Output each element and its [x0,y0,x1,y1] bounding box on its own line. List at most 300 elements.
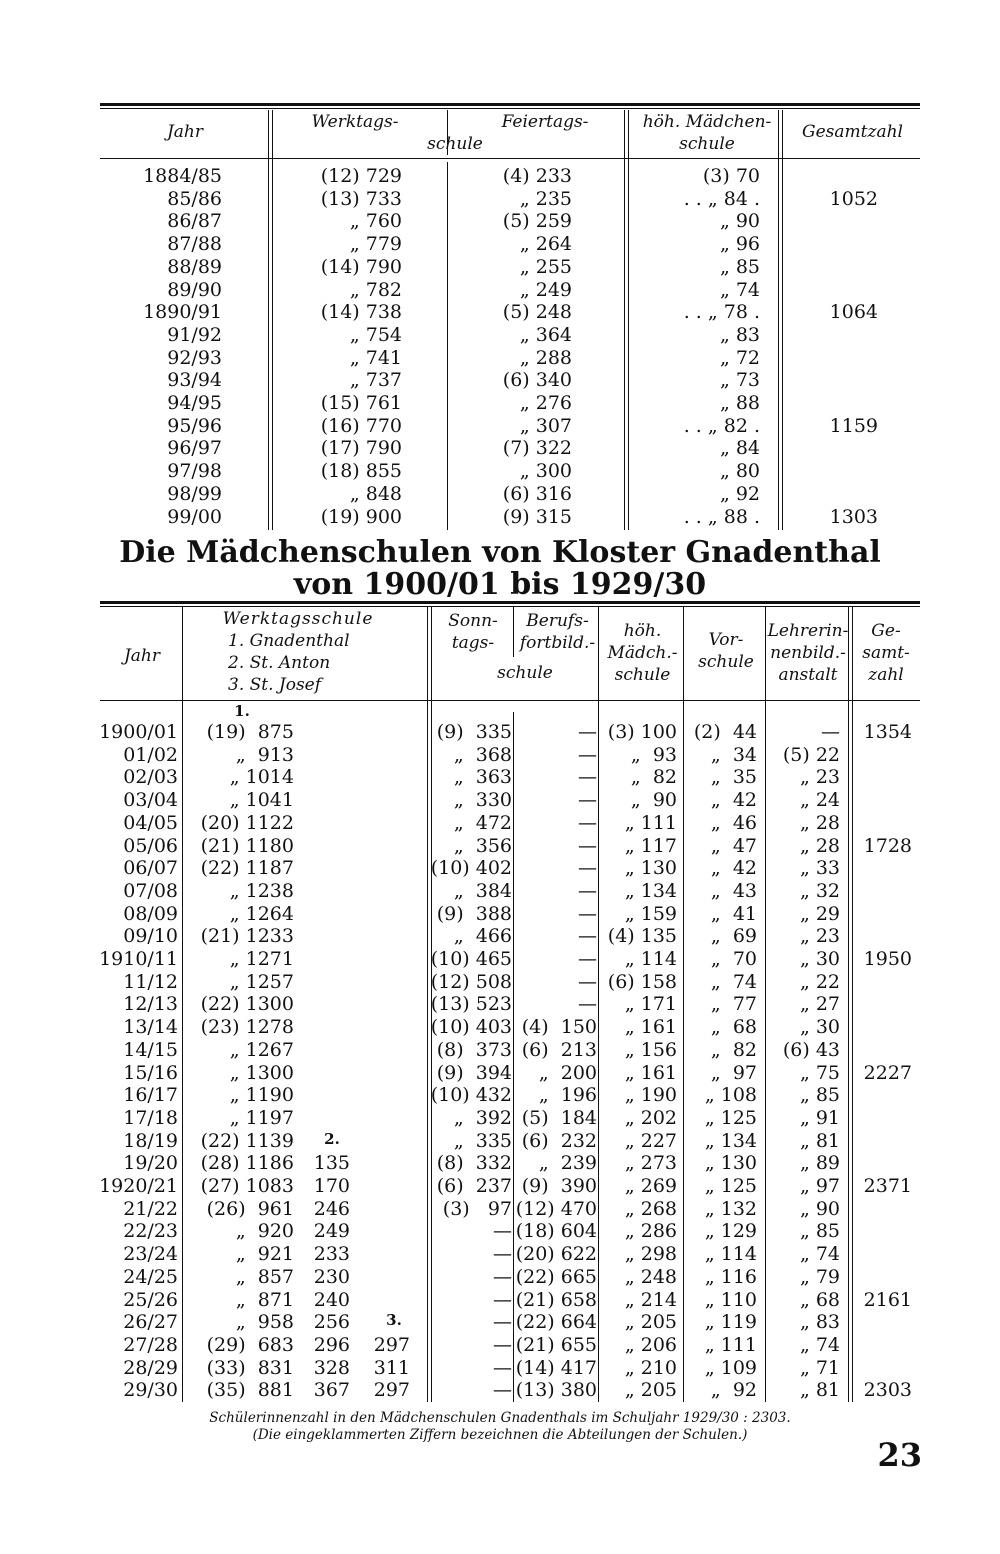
hoeh-cell: „ 286 [624,1220,677,1243]
table1-header-hoeh2: schule [679,134,735,154]
berufs-cell: — [578,993,597,1016]
lehrerin-cell: „ 23 [799,925,840,948]
sonntags-cell: — [493,1243,512,1266]
berufs-cell: (5) 184 [521,1106,597,1129]
feiertags-cell: „ 276 [519,392,572,414]
year-cell: 85/86 [167,187,222,210]
berufs-cell: (6) 232 [521,1129,597,1152]
table1-header-hoeh: höh. Mädchen- [642,112,772,132]
sonntags-cell: „ 368 [453,743,512,766]
berufs-cell: „ 200 [538,1061,597,1084]
vor-cell: „ 109 [704,1356,757,1379]
feiertags-cell: (6) 340 [502,369,572,392]
werktags-1-cell: „ 857 [235,1265,294,1288]
werktags-1-cell: (22) 1187 [200,857,294,880]
werktags-1-cell: „ 1264 [229,902,294,925]
berufs-cell: — [578,789,597,812]
year-cell: 05/06 [123,834,178,857]
hoeh-cell: „ 161 [624,1016,677,1039]
year-cell: 19/20 [123,1152,178,1175]
table2-sub-1: 1. [234,702,250,720]
hoeh-cell: . . „ 88 . [683,505,760,528]
vor-cell: „ 129 [704,1220,757,1243]
year-cell: 18/19 [123,1129,178,1152]
lehrerin-cell: „ 89 [799,1152,840,1175]
werktags-1-cell: „ 920 [235,1220,294,1243]
lehrerin-cell: „ 27 [799,993,840,1016]
year-cell: 14/15 [123,1038,178,1061]
sonntags-cell: — [493,1356,512,1379]
hoeh-cell: „ 273 [624,1152,677,1175]
hoeh-cell: „ 90 [630,789,677,812]
year-cell: 1920/21 [99,1175,178,1197]
gesamt-cell: 1159 [829,414,878,437]
year-cell: 11/12 [123,970,178,993]
table-row [0,1107,1000,1130]
section-title: Die Mädchenschulen von Kloster Gnadenthal [119,535,881,570]
vor-cell: „ 125 [704,1175,757,1197]
hoeh-cell: „ 96 [719,233,760,256]
werktags-cell: „ 848 [349,482,402,505]
year-cell: 1890/91 [143,301,222,324]
werktags-1-cell: „ 921 [235,1243,294,1266]
year-cell: 86/87 [167,210,222,233]
hoeh-cell: „ 269 [624,1175,677,1197]
table2-divider [513,607,514,657]
werktags-2-cell: 249 [313,1220,350,1243]
werktags-2-cell: 170 [313,1175,350,1197]
werktags-2-cell: 256 [313,1311,350,1334]
sonntags-cell: (13) 523 [430,993,512,1016]
table-row [0,1062,1000,1085]
hoeh-cell: „ 156 [624,1038,677,1061]
hoeh-cell: „ 159 [624,902,677,925]
year-cell: 25/26 [123,1288,178,1311]
lehrerin-cell: „ 79 [799,1265,840,1288]
hoeh-cell: „ 80 [719,460,760,483]
hoeh-cell: „ 205 [624,1311,677,1334]
year-cell: 13/14 [123,1016,178,1039]
vor-cell: „ 110 [704,1288,757,1311]
table-row [0,766,1000,789]
table2-sub-2: 2. [324,1130,340,1148]
lehrerin-cell: „ 28 [799,834,840,857]
table2-header-beruf2: fortbild.- [519,633,596,653]
feiertags-cell: „ 364 [519,323,572,346]
hoeh-cell: „ 111 [624,811,677,834]
year-cell: 1900/01 [99,721,178,743]
table2-header-vor2: schule [698,652,754,672]
year-cell: 87/88 [167,233,222,256]
hoeh-cell: (3) 100 [607,721,677,743]
werktags-cell: (14) 790 [320,255,402,278]
table-row [0,324,1000,347]
vor-cell: (2) 44 [693,721,757,743]
table-row [0,506,1000,529]
hoeh-cell: (4) 135 [607,925,677,948]
sonntags-cell: (9) 335 [436,721,512,743]
werktags-2-cell: 135 [313,1152,350,1175]
werktags-1-cell: „ 871 [235,1288,294,1311]
table2-header-lehr2: nenbild.- [770,643,846,663]
table-row [0,880,1000,903]
lehrerin-cell: „ 23 [799,766,840,789]
werktags-2-cell: 328 [313,1356,350,1379]
table1-header-gesamt: Gesamtzahl [802,122,903,142]
berufs-cell: (12) 470 [515,1197,597,1220]
berufs-cell: (13) 380 [515,1379,597,1402]
berufs-cell: — [578,857,597,880]
year-cell: 17/18 [123,1106,178,1129]
table1-header-year: Jahr [166,122,204,142]
vor-cell: „ 77 [710,993,757,1016]
table-row [0,233,1000,256]
year-cell: 26/27 [123,1311,178,1334]
hoeh-cell: . . „ 78 . [683,301,760,324]
page-number: 23 [877,1436,922,1474]
werktags-1-cell: „ 1238 [229,879,294,902]
werktags-1-cell: „ 1267 [229,1038,294,1061]
werktags-cell: „ 741 [349,346,402,369]
hoeh-cell: „ 298 [624,1243,677,1266]
feiertags-cell: „ 235 [519,187,572,210]
gesamt-cell: 1354 [863,721,912,743]
table1-header-rule [100,158,920,159]
table-row [0,1130,1000,1153]
sonntags-cell: „ 392 [453,1106,512,1129]
werktags-1-cell: (20) 1122 [200,811,294,834]
werktags-1-cell: (28) 1186 [200,1152,294,1175]
feiertags-cell: „ 300 [519,460,572,483]
year-cell: 1884/85 [143,165,222,187]
berufs-cell: — [578,743,597,766]
table-row [0,1357,1000,1380]
sonntags-cell: „ 472 [453,811,512,834]
table1-header-werktags: Werktags- [311,112,399,132]
berufs-cell: „ 239 [538,1152,597,1175]
berufs-cell: — [578,970,597,993]
vor-cell: „ 97 [710,1061,757,1084]
vor-cell: „ 68 [710,1016,757,1039]
year-cell: 97/98 [167,460,222,483]
werktags-cell: „ 737 [349,369,402,392]
feiertags-cell: „ 255 [519,255,572,278]
year-cell: 16/17 [123,1084,178,1107]
table-row [0,1220,1000,1243]
vor-cell: „ 34 [710,743,757,766]
hoeh-cell: „ 117 [624,834,677,857]
werktags-1-cell: (33) 831 [206,1356,294,1379]
year-cell: 21/22 [123,1197,178,1220]
year-cell: 09/10 [123,925,178,948]
berufs-cell: — [578,902,597,925]
hoeh-cell: „ 130 [624,857,677,880]
feiertags-cell: „ 288 [519,346,572,369]
hoeh-cell: „ 83 [719,323,760,346]
werktags-cell: (17) 790 [320,437,402,460]
hoeh-cell: „ 84 [719,437,760,460]
table1-header-feiertags: Feiertags- [501,112,589,132]
berufs-cell: — [578,925,597,948]
year-cell: 94/95 [167,392,222,414]
year-cell: 28/29 [123,1356,178,1379]
hoeh-cell: „ 227 [624,1129,677,1152]
table-row [0,347,1000,370]
feiertags-cell: (6) 316 [502,482,572,505]
hoeh-cell: „ 85 [719,255,760,278]
table-row [0,1152,1000,1175]
lehrerin-cell: „ 28 [799,811,840,834]
werktags-3-cell: 311 [373,1356,410,1379]
gesamt-cell: 2303 [863,1379,912,1402]
vor-cell: „ 108 [704,1084,757,1107]
lehrerin-cell: — [821,721,840,743]
hoeh-cell: „ 82 [630,766,677,789]
werktags-1-cell: „ 1190 [229,1084,294,1107]
table-row [0,1016,1000,1039]
lehrerin-cell: „ 85 [799,1084,840,1107]
table-row [0,1311,1000,1334]
table1-divider [447,110,448,155]
werktags-cell: „ 782 [349,278,402,301]
year-cell: 96/97 [167,437,222,460]
lehrerin-cell: „ 75 [799,1061,840,1084]
vor-cell: „ 114 [704,1243,757,1266]
lehrerin-cell: „ 85 [799,1220,840,1243]
year-cell: 12/13 [123,993,178,1016]
werktags-1-cell: „ 1257 [229,970,294,993]
lehrerin-cell: „ 81 [799,1379,840,1402]
table-row [0,1266,1000,1289]
werktags-1-cell: (29) 683 [206,1333,294,1356]
sonntags-cell: (12) 508 [430,970,512,993]
werktags-cell: (15) 761 [320,392,402,414]
hoeh-cell: „ 74 [719,278,760,301]
table-row [0,460,1000,483]
sonntags-cell: „ 335 [453,1129,512,1152]
year-cell: 24/25 [123,1265,178,1288]
sonntags-cell: (8) 332 [436,1152,512,1175]
hoeh-cell: „ 214 [624,1288,677,1311]
werktags-cell: (19) 900 [320,505,402,528]
lehrerin-cell: (6) 43 [782,1038,840,1061]
vor-cell: „ 69 [710,925,757,948]
sonntags-cell: — [493,1265,512,1288]
berufs-cell: (9) 390 [521,1175,597,1197]
hoeh-cell: „ 114 [624,948,677,970]
hoeh-cell: „ 90 [719,210,760,233]
feiertags-cell: „ 264 [519,233,572,256]
table-row [0,993,1000,1016]
sonntags-cell: (10) 465 [430,948,512,970]
table-row [0,301,1000,324]
table2-header-beruf1: Berufs- [526,611,589,631]
lehrerin-cell: „ 68 [799,1288,840,1311]
table-row [0,925,1000,948]
hoeh-cell: „ 73 [719,369,760,392]
werktags-2-cell: 246 [313,1197,350,1220]
sonntags-cell: — [493,1220,512,1243]
feiertags-cell: (7) 322 [502,437,572,460]
table2-header-lehr3: anstalt [778,665,838,685]
lehrerin-cell: (5) 22 [782,743,840,766]
sonntags-cell: — [493,1288,512,1311]
berufs-cell: (22) 664 [515,1311,597,1334]
sonntags-cell: (10) 403 [430,1016,512,1039]
table-row [0,721,1000,744]
werktags-2-cell: 230 [313,1265,350,1288]
lehrerin-cell: „ 81 [799,1129,840,1152]
lehrerin-cell: „ 30 [799,1016,840,1039]
table-row [0,903,1000,926]
gesamt-cell: 1064 [829,301,878,324]
lehrerin-cell: „ 74 [799,1333,840,1356]
vor-cell: „ 70 [710,948,757,970]
sonntags-cell: „ 356 [453,834,512,857]
table2-header-sonn2: tags- [451,633,495,653]
year-cell: 93/94 [167,369,222,392]
feiertags-cell: (5) 248 [502,301,572,324]
year-cell: 08/09 [123,902,178,925]
table2-top-rule [100,601,920,604]
year-cell: 29/30 [123,1379,178,1402]
hoeh-cell: „ 134 [624,879,677,902]
vor-cell: „ 41 [710,902,757,925]
berufs-cell: (20) 622 [515,1243,597,1266]
table-row [0,812,1000,835]
vor-cell: „ 111 [704,1333,757,1356]
hoeh-cell: „ 248 [624,1265,677,1288]
year-cell: 1910/11 [99,948,178,970]
lehrerin-cell: „ 22 [799,970,840,993]
werktags-2-cell: 367 [313,1379,350,1402]
hoeh-cell: „ 190 [624,1084,677,1107]
table2-header-ges3: zahl [868,665,904,685]
gesamt-cell: 2161 [863,1288,912,1311]
lehrerin-cell: „ 74 [799,1243,840,1266]
feiertags-cell: „ 249 [519,278,572,301]
berufs-cell: „ 196 [538,1084,597,1107]
werktags-1-cell: (22) 1300 [200,993,294,1016]
lehrerin-cell: „ 33 [799,857,840,880]
section-subtitle: von 1900/01 bis 1929/30 [293,567,707,602]
vor-cell: „ 43 [710,879,757,902]
gesamt-cell: 1303 [829,505,878,528]
hoeh-cell: . . „ 82 . [683,414,760,437]
table-row [0,1289,1000,1312]
hoeh-cell: „ 92 [719,482,760,505]
sonntags-cell: — [493,1379,512,1402]
year-cell: 03/04 [123,789,178,812]
vor-cell: „ 46 [710,811,757,834]
gesamt-cell: 1052 [829,187,878,210]
vor-cell: „ 82 [710,1038,757,1061]
feiertags-cell: (5) 259 [502,210,572,233]
table2-header-sonn1: Sonn- [448,611,498,631]
sonntags-cell: (10) 432 [430,1084,512,1107]
table2-header-w3: 3. St. Josef [228,675,322,695]
vor-cell: „ 92 [710,1379,757,1402]
werktags-2-cell: 233 [313,1243,350,1266]
werktags-1-cell: (22) 1139 [200,1129,294,1152]
werktags-2-cell: 240 [313,1288,350,1311]
hoeh-cell: „ 72 [719,346,760,369]
vor-cell: „ 74 [710,970,757,993]
footnote-line2: (Die eingeklammerten Ziffern bezeichnen die Abteilungen der Schulen.) [252,1427,748,1443]
table2-header-ges1: Ge- [871,621,901,641]
werktags-1-cell: (26) 961 [206,1197,294,1220]
hoeh-cell: „ 205 [624,1379,677,1402]
table-row [0,835,1000,858]
table2-header-year: Jahr [123,646,161,666]
table1-header-schule: schule [427,134,483,154]
lehrerin-cell: „ 71 [799,1356,840,1379]
werktags-1-cell: (21) 1233 [200,925,294,948]
table2-header-w2: 2. St. Anton [228,653,331,673]
sonntags-cell: (9) 394 [436,1061,512,1084]
table2-header-hoeh3: schule [614,665,671,685]
werktags-cell: „ 754 [349,323,402,346]
werktags-1-cell: „ 958 [235,1311,294,1334]
gesamt-cell: 2227 [863,1061,912,1084]
berufs-cell: (22) 665 [515,1265,597,1288]
werktags-cell: (14) 738 [320,301,402,324]
table1-top-rule [100,103,920,106]
year-cell: 95/96 [167,414,222,437]
sonntags-cell: „ 384 [453,879,512,902]
table2-top-rule-thin [100,606,920,607]
werktags-1-cell: (27) 1083 [200,1175,294,1197]
werktags-1-cell: „ 1300 [229,1061,294,1084]
lehrerin-cell: „ 91 [799,1106,840,1129]
table-row [0,256,1000,279]
year-cell: 91/92 [167,323,222,346]
hoeh-cell: (6) 158 [607,970,677,993]
gesamt-cell: 1950 [863,948,912,970]
berufs-cell: (14) 417 [515,1356,597,1379]
table-row [0,483,1000,506]
table-row [0,948,1000,971]
vor-cell: „ 125 [704,1106,757,1129]
werktags-cell: (13) 733 [320,187,402,210]
werktags-1-cell: (23) 1278 [200,1016,294,1039]
werktags-1-cell: (35) 881 [206,1379,294,1402]
table-row [0,1039,1000,1062]
table2-header-vor1: Vor- [708,630,744,650]
berufs-cell: (21) 655 [515,1333,597,1356]
table2-header-schule: schule [497,663,553,683]
year-cell: 99/00 [167,505,222,528]
table2-sub-3: 3. [386,1311,402,1329]
year-cell: 04/05 [123,811,178,834]
vor-cell: „ 130 [704,1152,757,1175]
berufs-cell: (18) 604 [515,1220,597,1243]
feiertags-cell: (9) 315 [502,505,572,528]
berufs-cell: (4) 150 [521,1016,597,1039]
sonntags-cell: (9) 388 [436,902,512,925]
werktags-1-cell: „ 1041 [229,789,294,812]
werktags-cell: „ 760 [349,210,402,233]
sonntags-cell: (6) 237 [436,1175,512,1197]
werktags-3-cell: 297 [373,1379,410,1402]
table1-top-rule-thin [100,108,920,109]
gesamt-cell: 2371 [863,1175,912,1197]
table-row [0,1334,1000,1357]
table-row [0,789,1000,812]
hoeh-cell: „ 202 [624,1106,677,1129]
hoeh-cell: „ 93 [630,743,677,766]
berufs-cell: (21) 658 [515,1288,597,1311]
